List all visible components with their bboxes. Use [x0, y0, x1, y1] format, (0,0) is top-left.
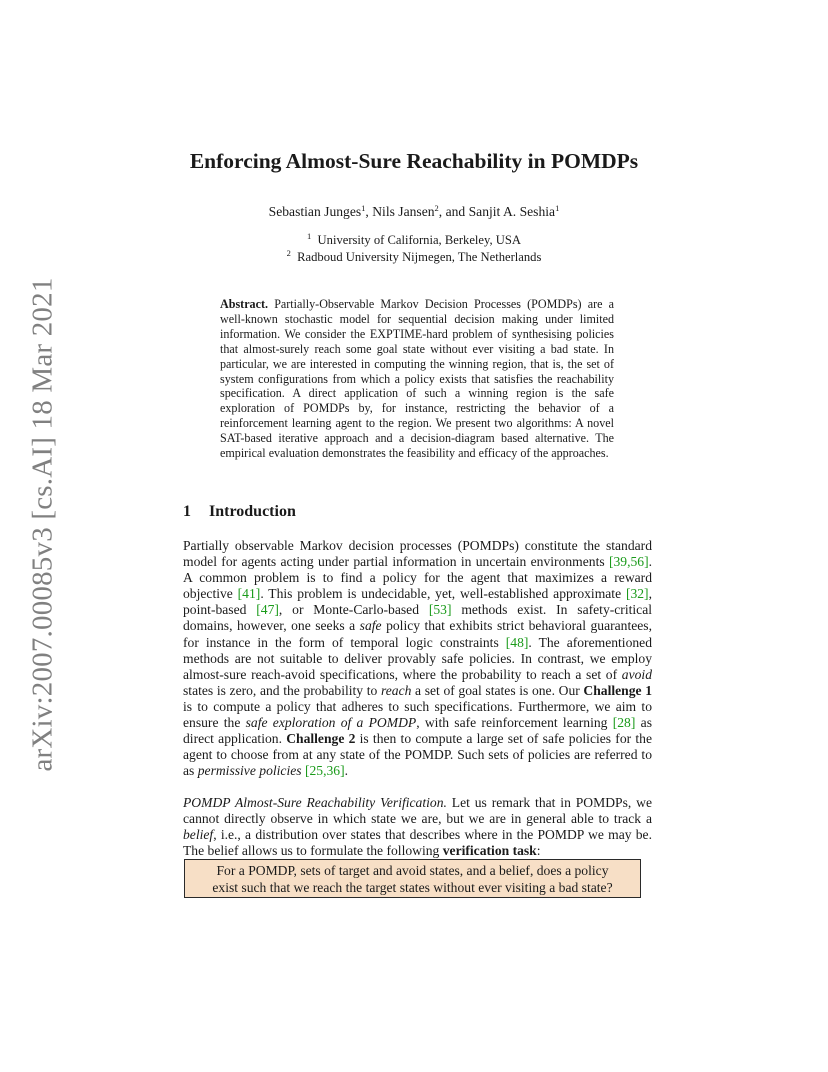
- emphasis-text: avoid: [621, 666, 652, 682]
- text-run: as direct application.: [183, 715, 652, 747]
- abstract-label: Abstract.: [220, 297, 269, 311]
- intro-paragraph-2: [183, 795, 652, 859]
- text-run: :: [536, 843, 541, 859]
- affiliation-text: Radboud University Nijmegen, The Netherlands: [297, 250, 542, 264]
- text-run: , or Monte-Carlo-based: [278, 602, 429, 618]
- citation-link[interactable]: [53]: [428, 602, 452, 618]
- author-affil-mark: 2: [434, 203, 439, 213]
- citation-link[interactable]: [48]: [505, 634, 529, 650]
- verification-task-box: [184, 859, 641, 898]
- text-run: a set of goal states is one. Our: [411, 682, 584, 698]
- text-run: is then to compute a large set of safe policies for the agent to choose from at any state of the POMDP. Such sets of policies are referred to as: [183, 731, 652, 779]
- emphasis-text: safe: [359, 618, 382, 634]
- affiliation-1: [0, 232, 828, 249]
- intro-paragraph-1: [183, 538, 652, 779]
- arxiv-identifier: [22, 276, 64, 772]
- arxiv-identifier-text: arXiv:2007.00085v3 [cs.AI] 18 Mar 2021: [26, 276, 59, 772]
- author-name: Sanjit A. Seshia: [468, 204, 556, 219]
- bold-text: Challenge 2: [286, 731, 356, 747]
- citation-link[interactable]: [39,56]: [608, 554, 649, 570]
- author-name: Nils Jansen: [372, 204, 435, 219]
- text-run: . The aforementioned methods are not suitable to deliver provably safe policies. In contrast, we employ almost-sure reach-avoid specifications, where the probability to reach a set of: [183, 634, 652, 682]
- author-3: [469, 204, 560, 219]
- abstract: [220, 297, 614, 461]
- author-affil-mark: 1: [555, 203, 560, 213]
- citation-link[interactable]: [28]: [612, 715, 636, 731]
- emphasis-text: POMDP Almost-Sure Reachability Verification.: [183, 795, 447, 810]
- text-run: is to compute a policy that adheres to such specifications. Furthermore, we aim to ensure the: [183, 698, 652, 731]
- emphasis-text: permissive policies: [197, 763, 302, 779]
- emphasis-text: reach: [380, 682, 412, 698]
- bold-text: Challenge 1: [583, 682, 652, 698]
- author-affil-mark: 1: [361, 203, 366, 213]
- paper-title: Enforcing Almost-Sure Reachability in POMDPs: [189, 149, 639, 173]
- section-title: Introduction: [209, 503, 296, 520]
- emphasis-text: safe exploration of a POMDP: [245, 715, 417, 731]
- citation-link[interactable]: [41]: [237, 586, 261, 602]
- text-run: . This problem is undecidable, yet, well-established approximate: [260, 586, 626, 602]
- citation-link[interactable]: [32]: [625, 586, 649, 602]
- author-name: Sebastian Junges: [268, 204, 362, 219]
- text-run: methods exist. In safety-critical domains, however, one seeks a: [183, 602, 653, 634]
- affiliation-text: University of California, Berkeley, USA: [317, 233, 521, 247]
- text-run: , point-based: [183, 586, 652, 618]
- task-line-2: exist such that we reach the target states without ever visiting a bad state?: [212, 879, 613, 895]
- author-list: [0, 204, 828, 220]
- bold-text: verification task: [442, 843, 537, 859]
- affiliation-2: [0, 249, 828, 266]
- citation-link[interactable]: [47]: [256, 602, 279, 618]
- abstract-text: Partially-Observable Markov Decision Processes (POMDPs) are a well-known stochastic model for sequential decision making under limited information. We consider the EXPTIME-hard problem of synthesising policies that almost-surely reach some goal state without ever visiting a bad state. In particular, we are interested in computing the winning region, that is, the set of system configurations from which a policy exists that satisfies the reachability specification. A direct application of such a winning region is the safe exploration of POMDPs by, for instance, restricting the behavior of a reinforcement learning agent to the region. We present two algorithms: A novel SAT-based iterative approach and a decision-diagram based alternative. The empirical evaluation demonstrates the feasibility and efficacy of the approaches.: [220, 297, 614, 461]
- text-run: .: [344, 763, 349, 779]
- affiliation-list: [0, 232, 828, 266]
- text-run: . A common problem is to find a policy for the agent that maximizes a reward objective: [183, 554, 652, 602]
- task-line-1: For a POMDP, sets of target and avoid states, and a belief, does a policy: [216, 863, 609, 878]
- citation-link[interactable]: [25,36]: [304, 763, 345, 779]
- section-heading: [183, 503, 296, 521]
- text-run: , i.e., a distribution over states that describes where in the POMDP we may be. The belief allows us to formulate the following: [183, 827, 652, 859]
- text-run: policy that exhibits strict behavioral guarantees, for instance in the form of temporal logic constraints: [183, 618, 652, 650]
- text-run: states is zero, and the probability to: [183, 682, 381, 698]
- section-number: 1: [183, 503, 191, 520]
- author-separator: ,: [365, 204, 373, 219]
- affiliation-mark: 2: [286, 248, 291, 258]
- emphasis-text: belief: [183, 827, 214, 843]
- text-run: Partially observable Markov decision processes (POMDPs) constitute the standard model for agents acting under partial information in uncertain environments: [183, 538, 652, 570]
- author-separator: , and: [438, 204, 469, 219]
- author-1: [269, 204, 373, 219]
- author-2: [372, 204, 468, 219]
- text-run: Let us remark that in POMDPs, we cannot directly observe in which state we are, but we are in general able to track a: [183, 795, 652, 827]
- text-run: , with safe reinforcement learning: [416, 715, 613, 731]
- affiliation-mark: 1: [307, 231, 312, 241]
